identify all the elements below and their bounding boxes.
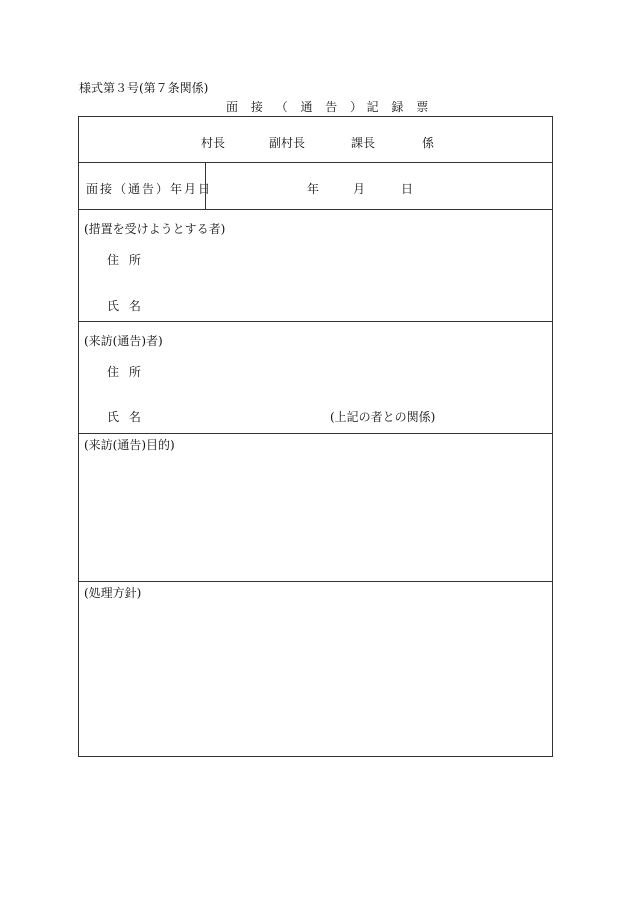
visitor-heading: (来訪(通告)者) [84,334,163,348]
date-day-label: 日 [401,182,414,196]
date-month-label: 月 [353,182,366,196]
visitor-relation-label: (上記の者との関係) [330,410,436,424]
subject-address-label: 住 所 [107,253,141,267]
date-cell-divider [205,162,206,209]
approval-village-head: 村長 [201,136,226,150]
row-divider [79,321,552,322]
row-divider [79,581,552,582]
approval-staff: 係 [422,136,435,150]
approval-deputy-village-head: 副村長 [269,136,306,150]
row-divider [79,209,552,210]
visitor-name-label: 氏 名 [107,410,141,424]
row-divider [79,162,552,163]
approval-section-chief: 課長 [351,136,376,150]
subject-heading: (措置を受けようとする者) [84,222,226,236]
date-row-label: 面接（通告）年月日 [86,182,213,196]
record-form-table [78,116,553,757]
date-year-label: 年 [307,182,320,196]
form-number: 様式第３号(第７条関係) [79,81,209,95]
visitor-address-label: 住 所 [107,365,141,379]
row-divider [79,433,552,434]
subject-name-label: 氏 名 [107,299,141,313]
policy-heading: (処理方針) [84,586,142,600]
form-title: 面 接 （ 通 告 ）記 録 票 [226,100,433,114]
purpose-heading: (来訪(通告)目的) [84,438,175,452]
